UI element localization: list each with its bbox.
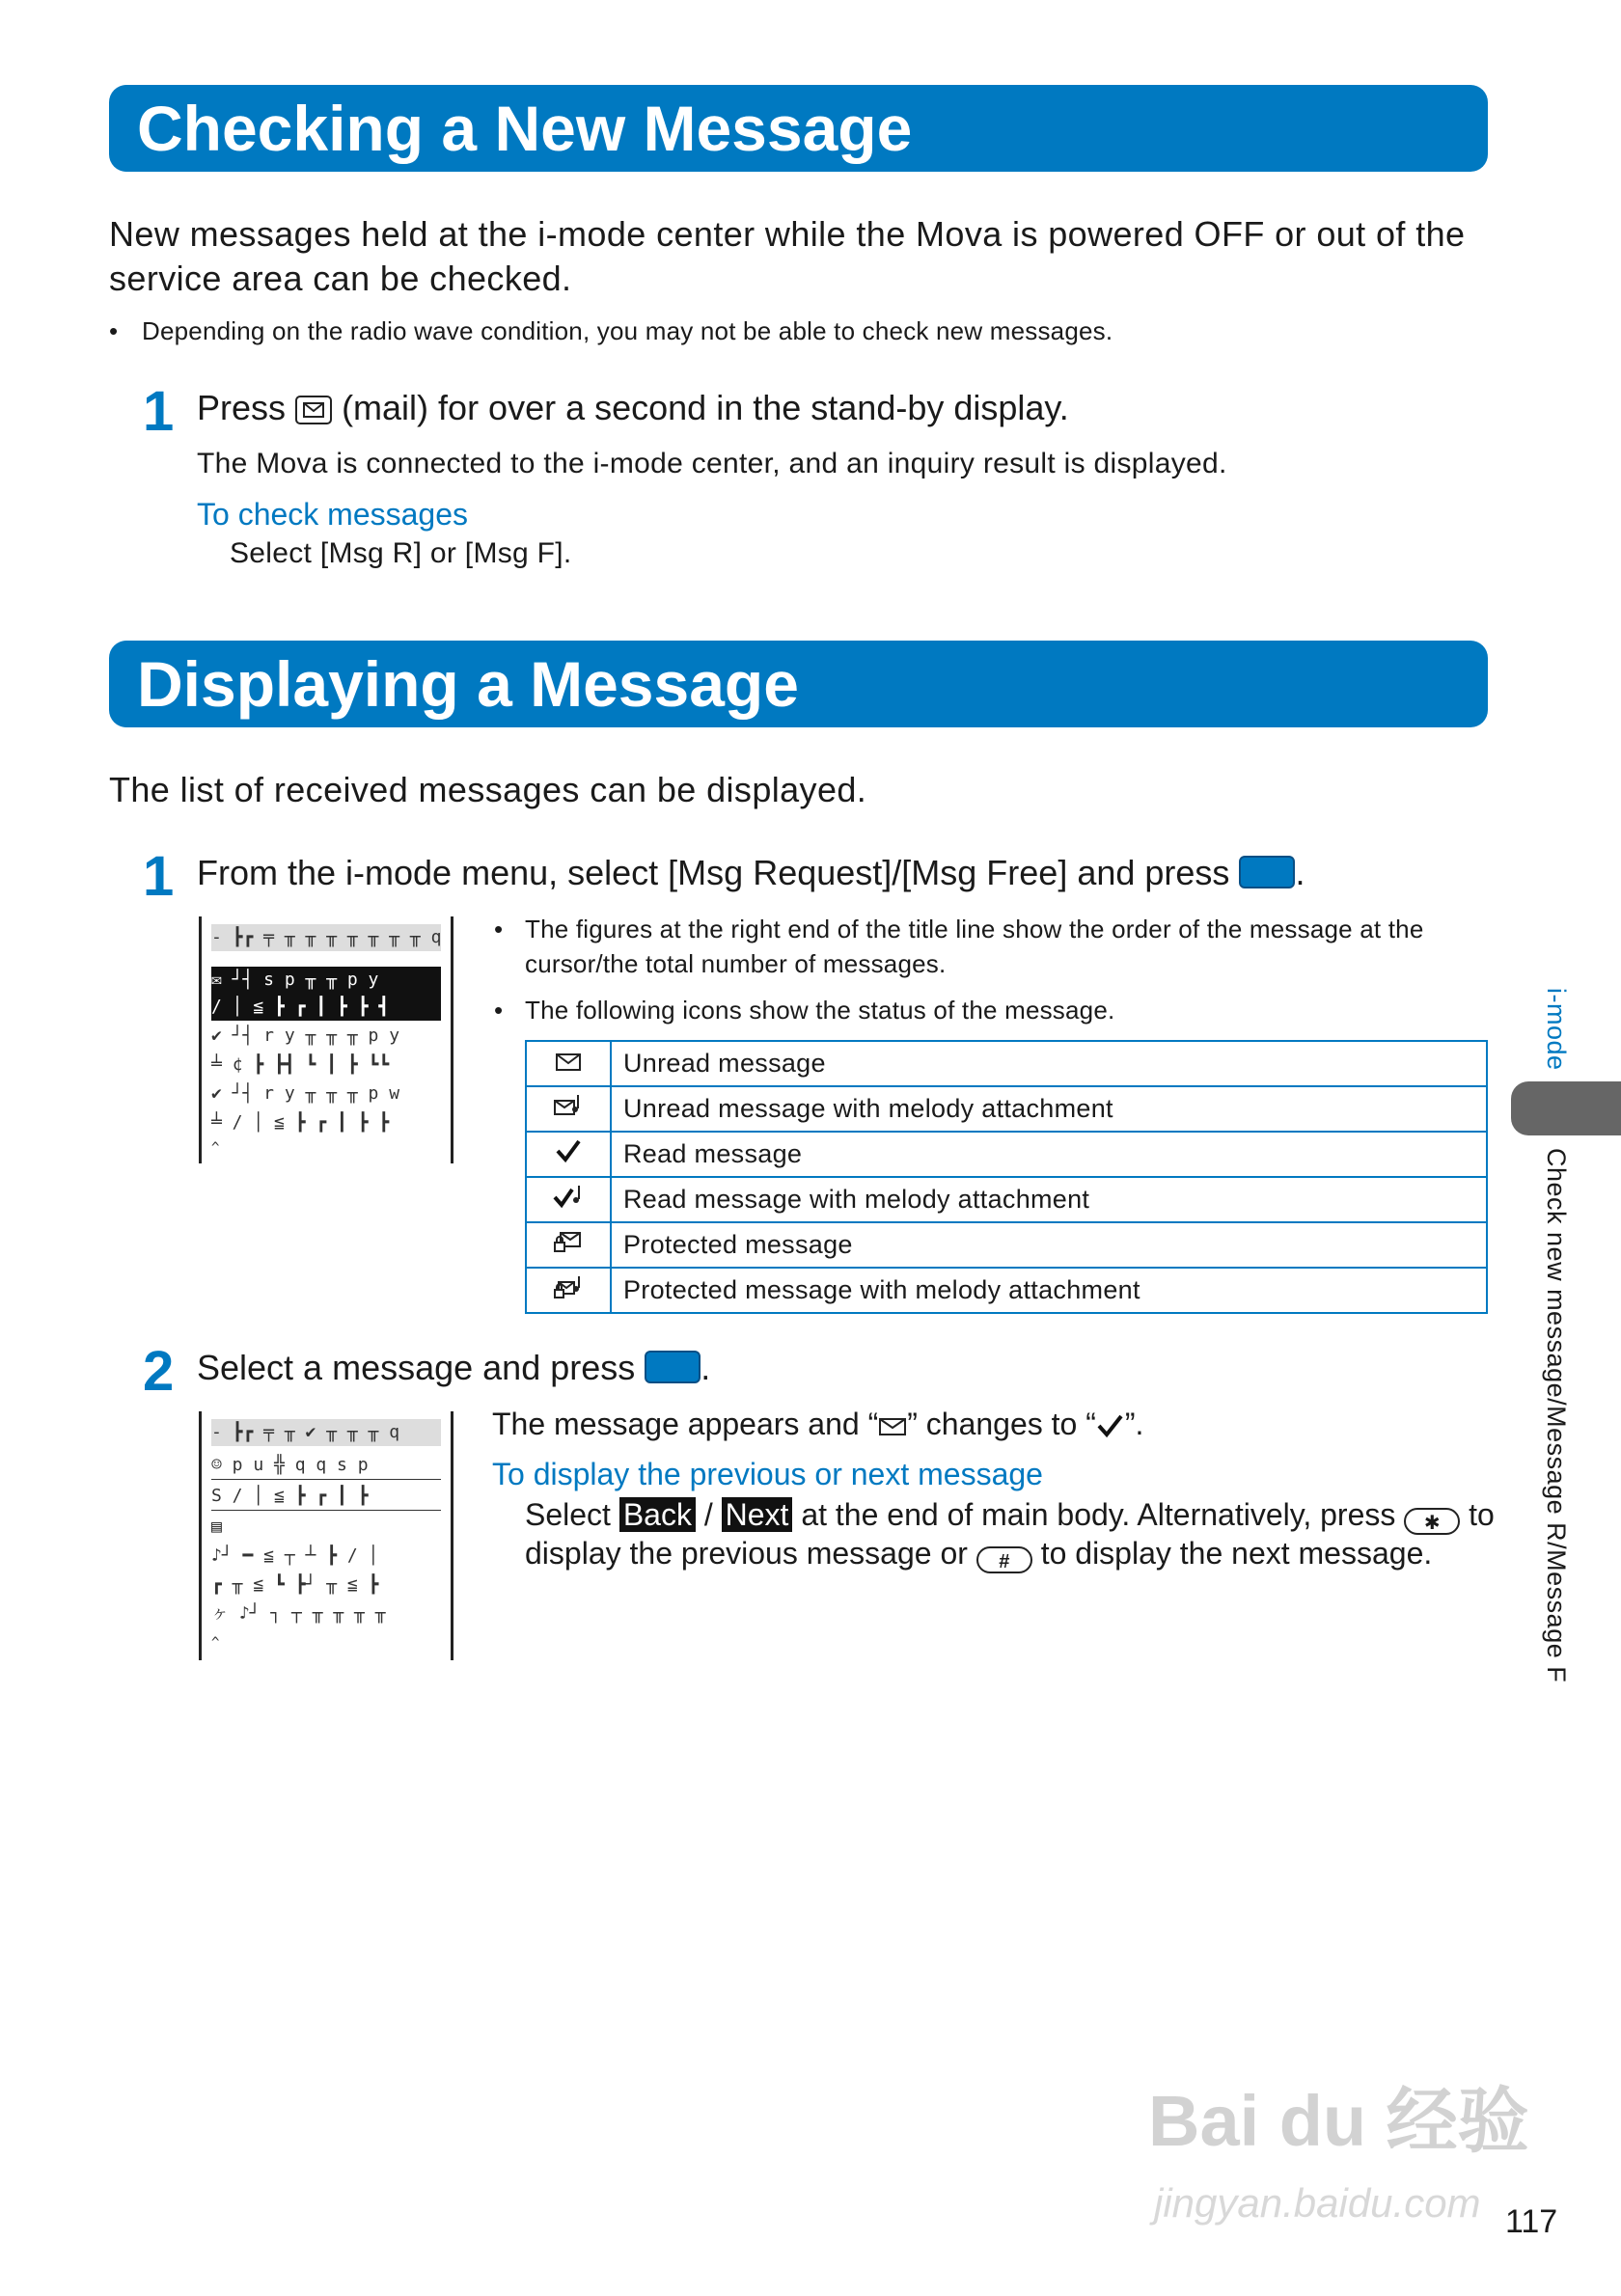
watermark-logo: Bai du 经验 <box>1148 2081 1529 2161</box>
table-row <box>526 1041 1487 1086</box>
line1-select: Select <box>525 1497 611 1532</box>
mail-key-icon <box>295 396 332 424</box>
table-cell-label: Unread message with melody attachment <box>611 1086 1487 1132</box>
screen-scroll-mark: ^ <box>211 1140 220 1156</box>
step-instruction <box>197 388 1069 428</box>
step-detail: The Mova is connected to the i-mode center, and an inquiry result is displayed. <box>197 448 1227 479</box>
screen-scroll-mark: ^ <box>211 1635 220 1651</box>
table-cell-label: Protected message <box>611 1222 1487 1268</box>
envelope-inline-icon <box>878 1407 907 1441</box>
table-cell-label: Protected message with melody attachment <box>611 1268 1487 1313</box>
appears-part-c: ”. <box>1124 1407 1144 1441</box>
section-title-displaying: Displaying a Message <box>109 641 1488 727</box>
step-text: Select a message and press <box>197 1348 636 1387</box>
table-row <box>526 1177 1487 1222</box>
status-icon-table <box>525 1040 1488 1314</box>
screen-title-line: - ┣┏ ╤ ╥ ✔ ╥ ╥ ╥ q <box>211 1419 441 1446</box>
table-cell-label: Unread message <box>611 1041 1487 1086</box>
phone-screen-message-list <box>199 916 453 1163</box>
intro-line-2: service area can be checked. <box>109 259 572 298</box>
section-title-checking: Checking a New Message <box>109 85 1488 172</box>
watermark-url: jingyan.baidu.com <box>1154 2180 1481 2226</box>
step-number: 1 <box>143 380 175 443</box>
table-row <box>526 1268 1487 1313</box>
note-text: Depending on the radio wave condition, you may not be able to check new messages. <box>142 316 1113 345</box>
chapter-tab <box>1511 1081 1621 1135</box>
screen-row: ▤ <box>211 1517 222 1537</box>
bullet-2: • <box>494 996 504 1025</box>
prev-next-line-2 <box>525 1536 1432 1573</box>
step-instruction <box>197 1348 710 1388</box>
note-bullet: • <box>109 316 119 345</box>
line2-end: to display the next message. <box>1040 1536 1433 1571</box>
step-text: From the i-mode menu, select [Msg Request]/[Msg Free] and press <box>197 853 1230 892</box>
hash-key-icon: # <box>976 1546 1032 1573</box>
step-text-after: (mail) for over a second in the stand-by display. <box>342 388 1069 427</box>
screen-row: ヶ ♪┘ ┐ ┬ ╥ ╥ ╥ ╥ <box>211 1603 386 1624</box>
line2-start: display the previous message or <box>525 1536 968 1571</box>
topic-label: Check new message/Message R/Message F <box>1542 1148 1571 1683</box>
center-key-icon <box>1239 856 1295 888</box>
step-period: . <box>701 1348 711 1387</box>
bullet-2-text: The following icons show the status of the message. <box>525 996 1115 1025</box>
star-key-icon: ✱ <box>1404 1508 1460 1535</box>
appears-part-b: ” changes to “ <box>907 1407 1096 1441</box>
next-softkey-label: Next <box>722 1497 793 1532</box>
read-check-icon <box>526 1132 611 1177</box>
table-row <box>526 1222 1487 1268</box>
page-number: 117 <box>1505 2203 1558 2240</box>
bullet-1-line-1: The figures at the right end of the title line show the order of the message at the <box>525 915 1424 943</box>
read-melody-icon <box>526 1177 611 1222</box>
phone-screen-message-detail <box>199 1411 453 1660</box>
screen-row: S / │ ≦ ┣ ┏ ┃ ┣ <box>211 1483 441 1511</box>
screen-row: ┏ ╥ ≦ ┗ ┣┘ ╥ ≦ ┣ <box>211 1574 379 1595</box>
screen-title-line: - ┣┏ ╤ ╥ ╥ ╥ ╥ ╥ ╥ ╥ q <box>211 924 441 951</box>
table-row <box>526 1086 1487 1132</box>
screen-row-selected: ✉ ┘┤ s p ╥ ╥ p y <box>211 967 441 994</box>
intro-line-1: New messages held at the i-mode center while the Mova is powered OFF or out of the <box>109 214 1466 254</box>
screen-row: ♪┘ ━ ≦ ┬ ┴ ┣ / │ <box>211 1545 379 1566</box>
step-period: . <box>1295 853 1305 892</box>
screen-row-selected-2: / │ ≦ ┣ ┏ ┃ ┣ ┣ ┫ <box>211 994 441 1021</box>
screen-row: ╧ / │ ≦ ┣ ┏ ┃ ┣ ┣ <box>211 1112 390 1133</box>
slash: / <box>703 1497 713 1532</box>
line1-to: to <box>1469 1497 1495 1532</box>
bullet-1: • <box>494 915 504 943</box>
bullet-1-line-2: cursor/the total number of messages. <box>525 949 947 978</box>
chapter-label: i-mode <box>1542 988 1571 1071</box>
table-cell-label: Read message <box>611 1132 1487 1177</box>
step-instruction <box>197 853 1305 893</box>
screen-row: ╧ ¢ ┣ ┣┫ ┗ ┃ ┣ ┗┗ <box>211 1054 390 1075</box>
check-inline-icon <box>1096 1407 1125 1441</box>
line1-middle: at the end of main body. Alternatively, press <box>801 1497 1396 1532</box>
screen-row: ✔ ┘┤ r y ╥ ╥ ╥ p w <box>211 1083 400 1104</box>
unread-melody-icon <box>526 1086 611 1132</box>
table-cell-label: Read message with melody attachment <box>611 1177 1487 1222</box>
screen-row: ☺ p u ╬ q q s p <box>211 1452 441 1480</box>
step-text-before: Press <box>197 388 287 427</box>
screen-row: ✔ ┘┤ r y ╥ ╥ ╥ p y <box>211 1025 400 1046</box>
table-row <box>526 1132 1487 1177</box>
subhead-text: Select [Msg R] or [Msg F]. <box>230 537 572 569</box>
protected-icon <box>526 1222 611 1268</box>
subhead-prev-next: To display the previous or next message <box>492 1457 1043 1491</box>
center-key-icon <box>645 1351 701 1383</box>
unread-envelope-icon <box>526 1041 611 1086</box>
message-appears-text <box>492 1407 1143 1442</box>
subhead-check-messages: To check messages <box>197 497 469 532</box>
protected-melody-icon <box>526 1268 611 1313</box>
step-number: 2 <box>143 1340 175 1403</box>
section2-intro: The list of received messages can be displayed. <box>109 770 867 809</box>
step-number: 1 <box>143 845 175 908</box>
prev-next-line-1 <box>525 1497 1495 1535</box>
back-softkey-label: Back <box>619 1497 696 1532</box>
appears-part-a: The message appears and “ <box>492 1407 879 1441</box>
